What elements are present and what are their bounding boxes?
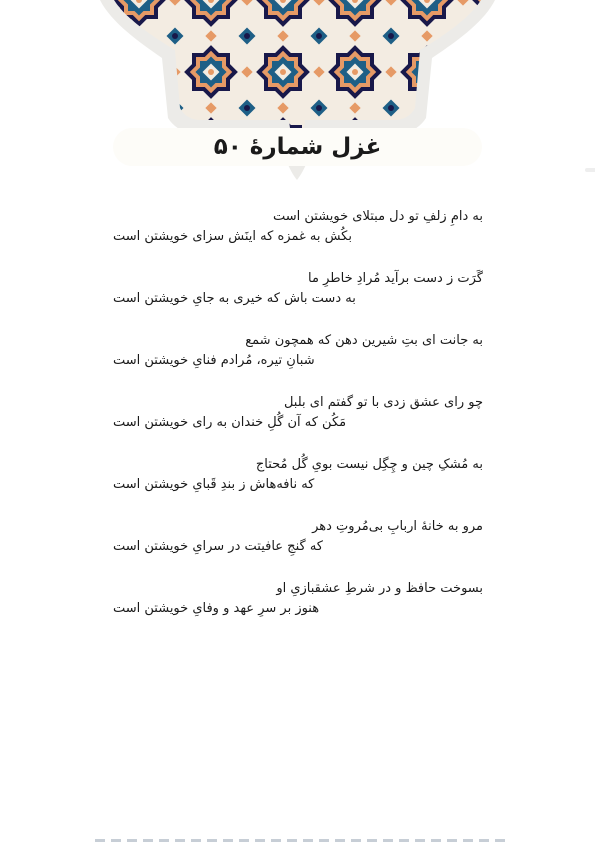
couplet (113, 331, 483, 393)
hemistich-second: مَکُن که آن گُلِ خندان به رای خویشتن است (113, 415, 347, 430)
poem-body (113, 207, 483, 641)
page-title: غزل شمارهٔ ۵۰ (213, 134, 382, 160)
hemistich-second: به دست باش که خیری به جایِ خویشتن است (113, 291, 356, 306)
hemistich-first: چو رای عشق زدی با تو گفتم ای بلبل (283, 395, 483, 410)
hemistich-first: مرو به خانهٔ اربابِ بی‌مُروتِ دهر (312, 519, 483, 534)
title-plate (113, 128, 482, 166)
hemistich-first: بسوخت حافظ و در شرطِ عشقبازیِ او (276, 581, 483, 596)
couplet (113, 579, 483, 641)
hemistich-second: هنوز بر سرِ عهد و وفایِ خویشتن است (113, 601, 320, 616)
couplet (113, 269, 483, 331)
hemistich-second: که گنجِ عافیتت در سرایِ خویشتن است (113, 539, 323, 554)
couplet (113, 393, 483, 455)
hemistich-second: شبانِ تیره، مُرادم فنایِ خویشتن است (113, 353, 315, 368)
hemistich-first: گَرَت ز دست برآید مُرادِ خاطرِ ما (308, 271, 483, 286)
hemistich-first: به مُشکِ چین و چِگِل نیست بویِ گُل مُحتاج (255, 457, 483, 472)
hemistich-second: بکُش به غمزه که اینَش سزای خویشتن است (113, 229, 352, 244)
hemistich-first: به جانت ای بتِ شیرین دهن که همچون شمع (245, 333, 483, 348)
couplet (113, 207, 483, 269)
couplet (113, 455, 483, 517)
hemistich-second: که نافه‌هاش ز بندِ قَبایِ خویشتن است (113, 477, 315, 492)
edge-mark (585, 168, 595, 172)
hemistich-first: به دامِ زلفِ تو دل مبتلای خویشتن است (272, 209, 483, 224)
couplet (113, 517, 483, 579)
